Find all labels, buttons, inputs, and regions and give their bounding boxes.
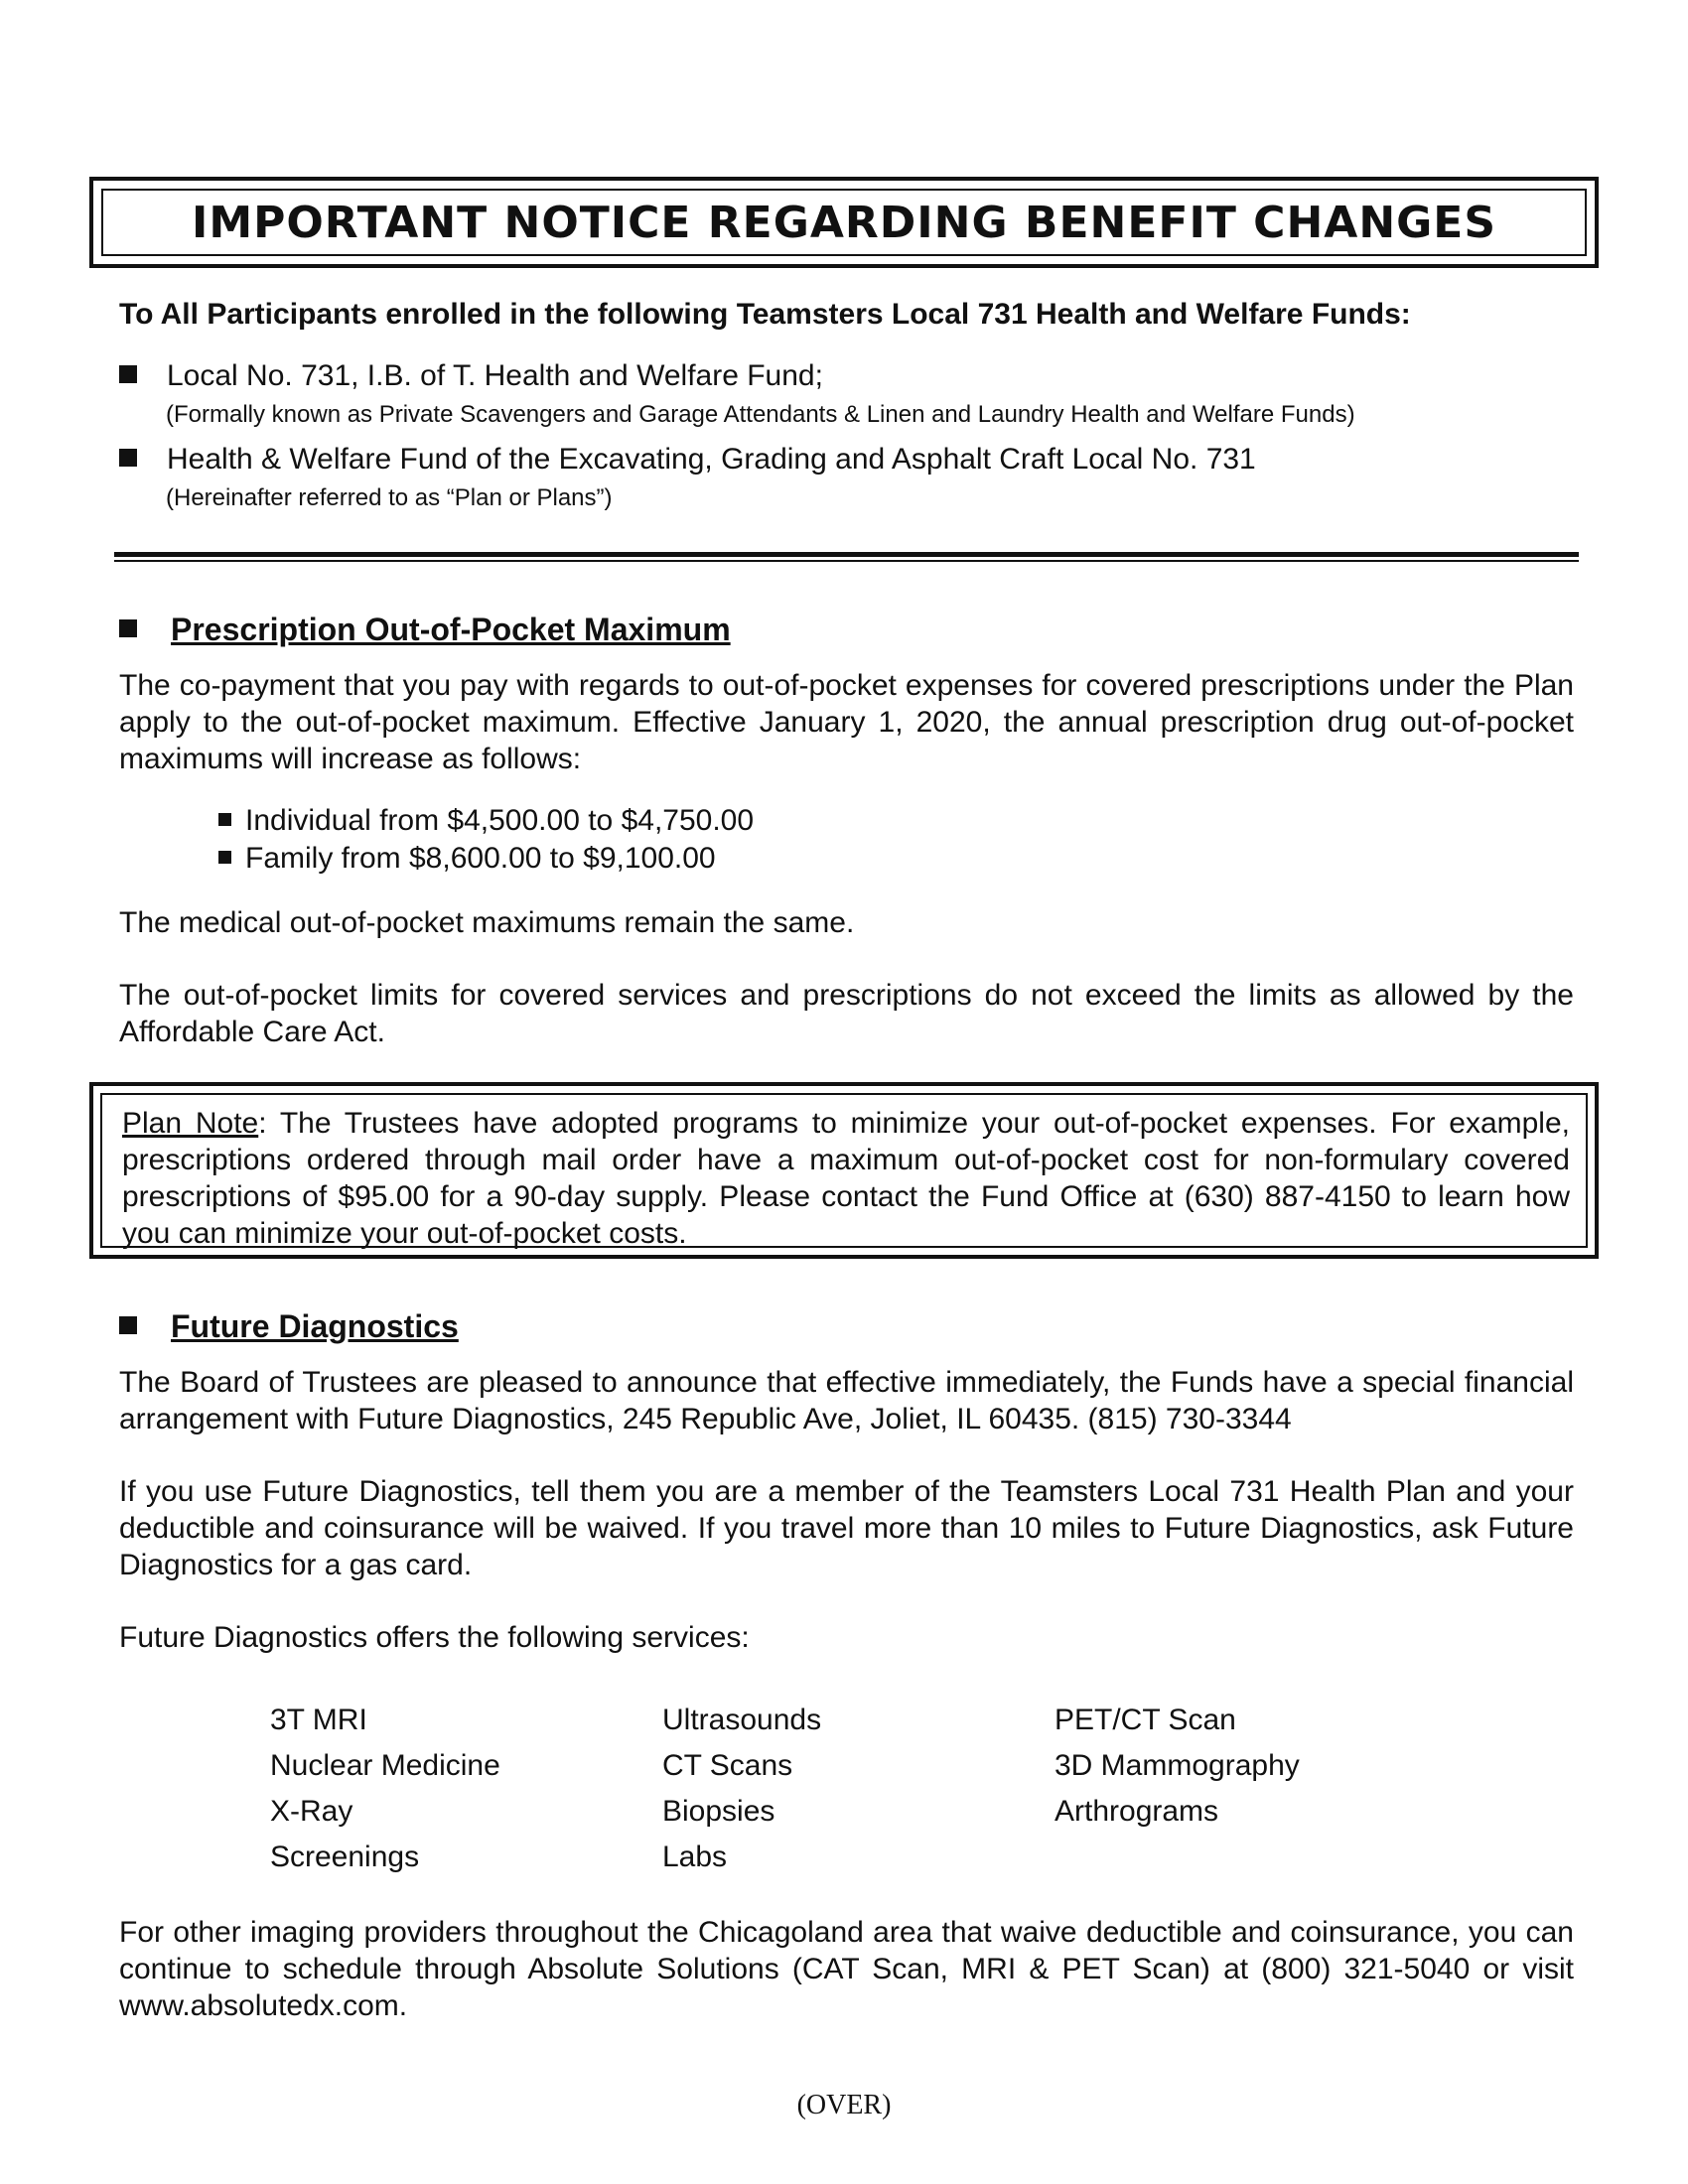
fund-note-1: (Formally known as Private Scavengers and Garage Attendants & Linen and Laundry Health and Welfare Funds) <box>166 401 1355 428</box>
service-item: CT Scans <box>662 1749 793 1782</box>
fd-paragraph-3: Future Diagnostics offers the following services: <box>119 1621 750 1654</box>
divider <box>114 552 1579 557</box>
service-item: Labs <box>662 1841 728 1873</box>
rx-paragraph-2: The medical out-of-pocket maximums remain the same. <box>119 906 855 939</box>
service-item: X-Ray <box>270 1795 353 1828</box>
plan-note-text: : The Trustees have adopted programs to minimize your out-of-pocket expenses. For example, prescriptions ordered through mail order have a maximum out-of-pocket cost for non-formulary covered prescriptions of $95.00 for a 90-day supply. Please contact the Fund Office at (630) 887-4150 to learn how you can minimize your out-of-pocket costs. <box>122 1107 1570 1250</box>
service-item: 3D Mammography <box>1055 1749 1300 1782</box>
square-bullet-icon <box>119 619 137 637</box>
fd-paragraph-2: If you use Future Diagnostics, tell them you are a member of the Teamsters Local 731 Health Plan and your deductible and coinsurance will be waived. If you travel more than 10 miles to Future Diagnostics, ask Future Diagnostics for a gas card. <box>119 1475 1574 1581</box>
square-bullet-icon <box>218 851 231 864</box>
list-item: Family from $8,600.00 to $9,100.00 <box>218 840 754 878</box>
fund-note-2: (Hereinafter referred to as “Plan or Plans”) <box>166 484 613 511</box>
title-box <box>89 177 1599 268</box>
rx-increase-list <box>218 802 754 878</box>
rx-paragraph-1: The co-payment that you pay with regards to out-of-pocket expenses for covered prescriptions under the Plan apply to the out-of-pocket maximum. Effective January 1, 2020, the annual prescription drug out-of-pocket maximums will increase as follows: <box>119 669 1574 775</box>
section-heading-fd: Future Diagnostics <box>119 1308 459 1345</box>
fd-paragraph-1: The Board of Trustees are pleased to announce that effective immediately, the Funds have a special financial arrangement with Future Diagnostics, 245 Republic Ave, Joliet, IL 60435. (815) 730-3344 <box>119 1366 1574 1435</box>
service-item: Biopsies <box>662 1795 775 1828</box>
fund-item-2: Health & Welfare Fund of the Excavating, Grading and Asphalt Craft Local No. 731 <box>119 443 1256 477</box>
service-item: Arthrograms <box>1055 1795 1219 1828</box>
service-item: Ultrasounds <box>662 1704 822 1736</box>
service-item <box>1055 1835 1447 1880</box>
intro-text: To All Participants enrolled in the following Teamsters Local 731 Health and Welfare Funds: <box>119 298 1411 331</box>
fund-item-1: Local No. 731, I.B. of T. Health and Welfare Fund; <box>119 359 823 393</box>
service-item: 3T MRI <box>270 1704 367 1736</box>
fd-paragraph-4: For other imaging providers throughout the Chicagoland area that waive deductible and coinsurance, you can continue to schedule through Absolute Solutions (CAT Scan, MRI & PET Scan) at (800) 321-5040 or visit www.absolutedx.com. <box>119 1916 1574 2022</box>
section-heading-rx: Prescription Out-of-Pocket Maximum <box>119 612 731 648</box>
service-item: Screenings <box>270 1841 420 1873</box>
service-item: PET/CT Scan <box>1055 1704 1236 1736</box>
divider <box>114 560 1579 562</box>
rx-paragraph-3: The out-of-pocket limits for covered services and prescriptions do not exceed the limits as allowed by the Affordable Care Act. <box>119 979 1574 1048</box>
plan-note-box <box>89 1082 1599 1259</box>
page-footer: (OVER) <box>796 2090 892 2120</box>
page-title: IMPORTANT NOTICE REGARDING BENEFIT CHANGES <box>191 197 1497 248</box>
square-bullet-icon <box>119 449 137 467</box>
plan-note-label: Plan Note <box>122 1107 259 1140</box>
service-item: Nuclear Medicine <box>270 1749 500 1782</box>
square-bullet-icon <box>119 365 137 383</box>
list-item: Individual from $4,500.00 to $4,750.00 <box>218 802 754 840</box>
services-grid <box>270 1698 1447 1880</box>
square-bullet-icon <box>218 813 231 826</box>
square-bullet-icon <box>119 1316 137 1334</box>
